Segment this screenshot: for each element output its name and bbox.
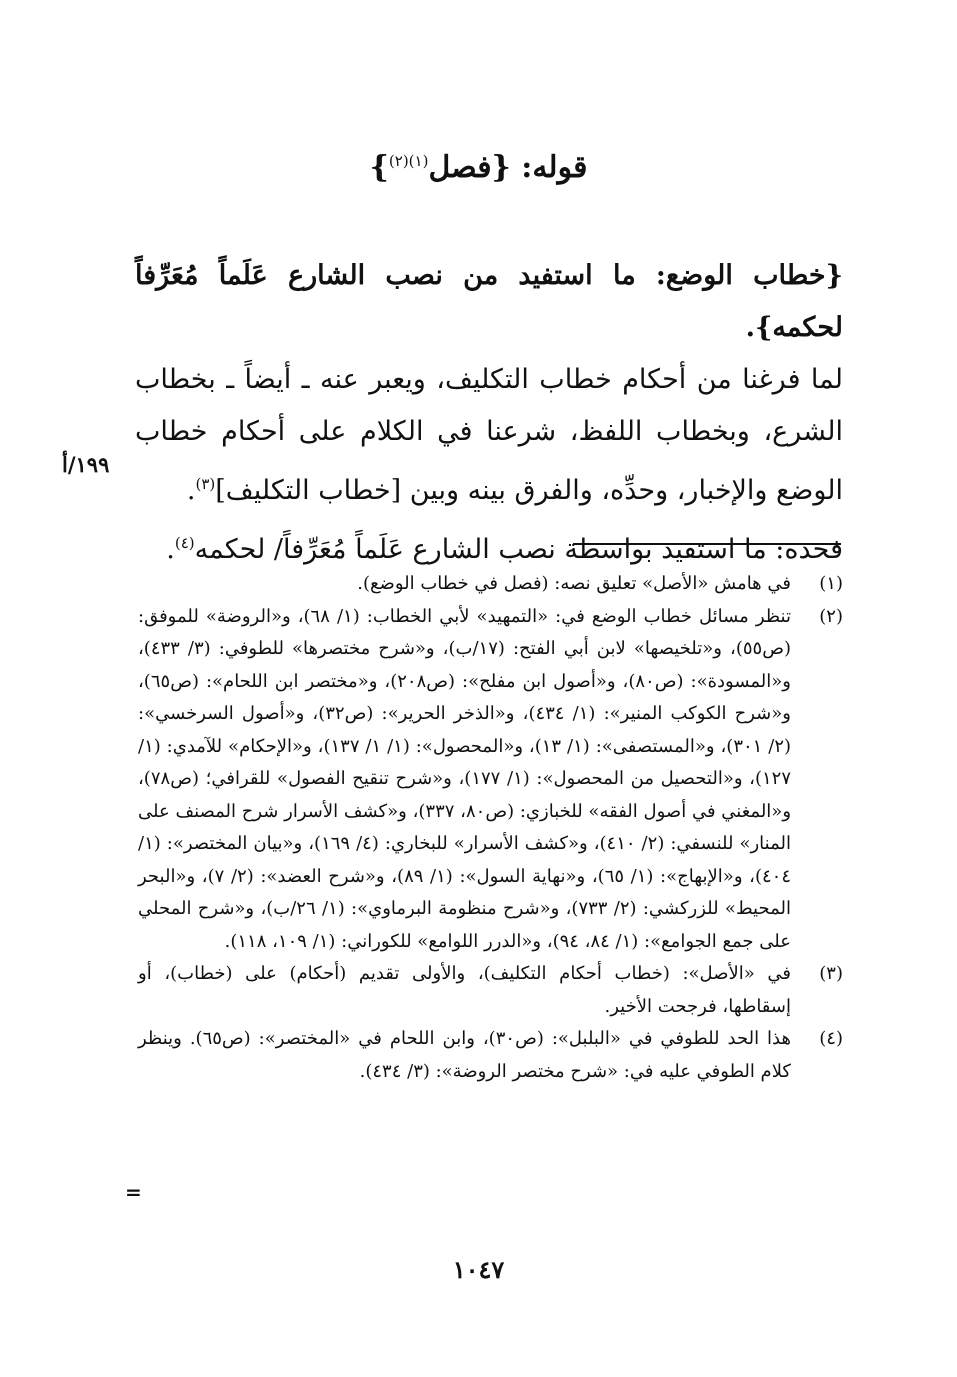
footnote-number: (١) xyxy=(819,573,843,594)
paragraph-2-end: . xyxy=(166,534,175,565)
footnote-1 xyxy=(138,568,843,601)
footnote-number: (٤) xyxy=(819,1028,843,1049)
definition-line: {خطاب الوضع: ما استفيد من نصب الشارع عَلَماً مُعَرِّفاً لحكمه}. xyxy=(135,260,843,343)
continuation-mark: = xyxy=(125,1180,142,1204)
section-heading xyxy=(0,150,957,185)
footnote-2 xyxy=(138,601,843,959)
footnote-number: (٣) xyxy=(819,963,843,984)
footnote-ref-3: (٣) xyxy=(195,475,216,493)
main-text xyxy=(135,250,843,576)
footnotes xyxy=(138,568,843,1088)
footnote-ref-1: (١) xyxy=(408,152,429,170)
heading-text: قوله: {فصل xyxy=(428,150,588,185)
heading-close: } xyxy=(369,150,389,185)
footnote-ref-4: (٤) xyxy=(174,534,195,552)
footnote-ref-2: (٢) xyxy=(388,152,409,170)
footnote-4 xyxy=(138,1023,843,1088)
paragraph-1-text: لما فرغنا من أحكام خطاب التكليف، ويعبر عنه ـ أيضاً ـ بخطاب الشرع، وبخطاب اللفظ، شرعنا في الكلام على أحكام خطاب الوضع والإخبار، وحدِّه، والفرق بينه وبين [خطاب التكليف] xyxy=(135,364,843,506)
footnote-text: في «الأصل»: (خطاب أحكام التكليف)، والأولى تقديم (أحكام) على (خطاب)، أو إسقاطها، فرجحت الأخير. xyxy=(138,963,791,1017)
paragraph-1-end: . xyxy=(186,475,196,506)
footnote-divider xyxy=(573,543,841,545)
footnote-text: هذا الحد للطوفي في «البلبل»: (ص٣٠)، وابن اللحام في «المختصر»: (ص٦٥). وينظر كلام الطوفي عليه في: «شرح مختصر الروضة»: (٣/ ٤٣٤). xyxy=(138,1028,792,1082)
footnote-text: في هامش «الأصل» تعليق نصه: (فصل في خطاب الوضع). xyxy=(357,573,791,594)
footnote-text: تنظر مسائل خطاب الوضع في: «التمهيد» لأبي الخطاب: (١/ ٦٨)، و«الروضة» للموفق: (ص٥٥)، و«تلخيصها» لابن أبي الفتح: (١٧/ب)، و«شرح مختصرها» للطوفي: (٣/ ٤٣٣)، و«المسودة»: (ص٨٠)، و«أصول ابن مفلح»: (ص٢٠٨)، و«مختصر ابن اللحام»: (ص٦٥)، و«شرح الكوكب المنير»: (١/ ٤٣٤)، و«الذخر الحرير»: (ص٣٢)، و«أصول السرخسي»: (٢/ ٣٠١)، و«المستصفى»: (١/ ١٣)، و«المحصول»: (١/ ١/ ١٣٧)، و«الإحكام» للآمدي: (١/ ١٢٧)، و«التحصيل من المحصول»: (١/ ١٧٧)، و«شرح تنقيح الفصول» للقرافي؛ (ص٧٨)، و«المغني في أصول الفقه» للخبازي: (ص٨٠، ٣٣٧)، و«كشف الأسرار شرح المصنف على المنار» للنسفي: (٢/ ٤١٠)، و«كشف الأسرار» للبخاري: (٤/ ١٦٩)، و«بيان المختصر»: (١/ ٤٠٤)، و«الإبهاج»: (١/ ٦٥)، و«نهاية السول»: (١/ ٨٩)، و«شرح العضد»: (٢/ ٧)، و«البحر المحيط» للزركشي: (٢/ ٧٣٣)، و«شرح منظومة البرماوي»: (١/ ٢٦/ب)، و«شرح المحلي على جمع الجوامع»: (١/ ٨٤، ٩٤)، و«الدرر اللوامع» للكوراني: (١/ ١٠٩، ١١٨). xyxy=(138,605,792,952)
page-number: ١٠٤٧ xyxy=(452,1255,505,1284)
paragraph-2-text: فحده: ما استفيد بواسطة نصب الشارع عَلَماً مُعَرِّفاً/ لحكمه xyxy=(194,534,843,565)
footnote-number: (٢) xyxy=(819,605,843,627)
paragraph-1 xyxy=(135,354,843,517)
manuscript-folio-ref: ١٩٩/أ xyxy=(62,452,110,477)
footnote-3 xyxy=(138,958,843,1023)
